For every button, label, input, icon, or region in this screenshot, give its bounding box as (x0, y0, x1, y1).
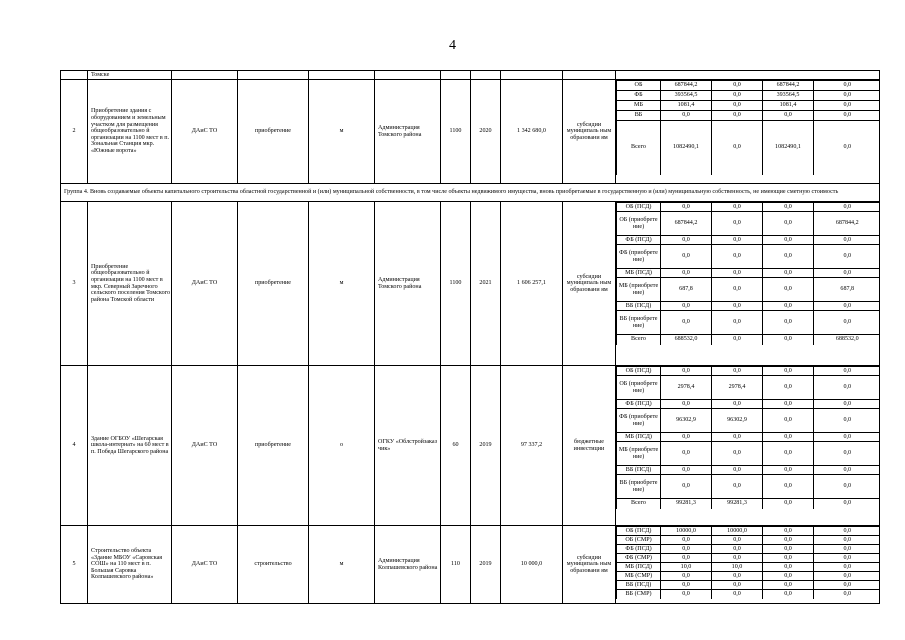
financing-row (617, 335, 880, 345)
funding-source: ОБ (приобрете ние) (617, 376, 661, 400)
amount-year-1: 2978,4 (712, 376, 763, 400)
amount-year-1: 0,0 (712, 466, 763, 475)
amount-year-3: 0,0 (814, 367, 880, 376)
amount-year-2: 0,0 (763, 335, 814, 345)
funding-source: ОБ (ПСД) (617, 203, 661, 212)
amount-total: 0,0 (661, 269, 712, 278)
amount-year-1: 0,0 (712, 433, 763, 442)
amount-year-2: 0,0 (763, 236, 814, 245)
amount-year-1: 0,0 (712, 81, 763, 91)
amount-total: 10000,0 (661, 527, 712, 536)
amount-year-2: 687844,2 (763, 81, 814, 91)
amount-year-2: 0,0 (763, 245, 814, 269)
amount-year-2: 0,0 (763, 376, 814, 400)
capacity: 110 (441, 526, 471, 604)
amount-year-1: 0,0 (712, 475, 763, 499)
amount-year-2: 0,0 (763, 554, 814, 563)
financing-row (617, 212, 880, 236)
amount-year-3: 0,0 (814, 590, 880, 599)
financing-row (617, 527, 880, 536)
amount-year-3: 0,0 (814, 433, 880, 442)
funding-source: Всего (617, 335, 661, 345)
financing-row (617, 101, 880, 111)
funding-source: ВБ (617, 111, 661, 121)
table-cell (616, 71, 880, 80)
amount-year-2: 0,0 (763, 527, 814, 536)
financing-row (617, 278, 880, 302)
amount-year-2: 0,0 (763, 590, 814, 599)
amount-year-1: 0,0 (712, 245, 763, 269)
ownership: о (309, 366, 375, 526)
customer: Администрация Томского района (375, 80, 441, 184)
funding-source: МБ (приобрете ние) (617, 442, 661, 466)
funding-source: ОБ (617, 81, 661, 91)
financing-row (617, 111, 880, 121)
funding-source: ВБ (приобрете ние) (617, 311, 661, 335)
amount-year-3: 687,8 (814, 278, 880, 302)
table-cell (238, 71, 309, 80)
amount-year-1: 0,0 (712, 121, 763, 175)
cost: 10 000,0 (501, 526, 563, 604)
amount-year-2: 0,0 (763, 111, 814, 121)
object-name: Приобретение здания с оборудованием и земельным участком для размещения общеобразовательно й организации на 1100 мест в п. Зональная Станция мкр. «Южные ворота» (88, 80, 172, 184)
object-name: Приобретение общеобразовательно й организации на 1100 мест в мкр. Северный Заречного сельского поселения Томского района Томской области (88, 202, 172, 366)
amount-year-3: 0,0 (814, 376, 880, 400)
amount-year-3: 687844,2 (814, 212, 880, 236)
funding-source: ОБ (СМР) (617, 536, 661, 545)
funding-source: ВБ (ПСД) (617, 302, 661, 311)
amount-total: 2978,4 (661, 376, 712, 400)
funding-source: МБ (ПСД) (617, 563, 661, 572)
funding-source: ВБ (СМР) (617, 590, 661, 599)
amount-total: 0,0 (661, 572, 712, 581)
table-cell (309, 71, 375, 80)
amount-total: 0,0 (661, 367, 712, 376)
financing-row (617, 400, 880, 409)
year: 2021 (471, 202, 501, 366)
financing-row (617, 302, 880, 311)
funding-source: ОБ (приобрете ние) (617, 212, 661, 236)
financing-subtable (616, 366, 880, 509)
table-row (61, 71, 880, 80)
agency: ДАиС ТО (172, 366, 238, 526)
amount-total: 0,0 (661, 466, 712, 475)
amount-total: 0,0 (661, 111, 712, 121)
table-cell (563, 71, 616, 80)
amount-total: 0,0 (661, 400, 712, 409)
amount-total: 0,0 (661, 442, 712, 466)
amount-total: 393564,5 (661, 91, 712, 101)
customer: ОГКУ «Облстройзаказ чик» (375, 366, 441, 526)
amount-total: 687844,2 (661, 212, 712, 236)
financing-form: субсидии муниципаль ным образовани ям (563, 202, 616, 366)
funding-source: ВБ (приобрете ние) (617, 475, 661, 499)
year: 2020 (471, 80, 501, 184)
financing-subtable (616, 80, 880, 175)
row-number: 4 (61, 366, 88, 526)
financing-row (617, 269, 880, 278)
amount-year-2: 0,0 (763, 475, 814, 499)
agency: ДАиС ТО (172, 202, 238, 366)
amount-total: 96302,9 (661, 409, 712, 433)
amount-total: 0,0 (661, 236, 712, 245)
funding-source: МБ (617, 101, 661, 111)
year: 2019 (471, 366, 501, 526)
amount-year-2: 0,0 (763, 572, 814, 581)
cost: 1 606 257,1 (501, 202, 563, 366)
amount-year-1: 0,0 (712, 203, 763, 212)
amount-year-3: 0,0 (814, 101, 880, 111)
group-header-row (61, 184, 880, 202)
amount-year-1: 0,0 (712, 111, 763, 121)
row-number: 5 (61, 526, 88, 604)
group-header: Группа 4. Вновь создаваемые объекты капитального строительства областной государственной и (или) муниципальной собственности, в том числе объекты недвижимого имущества, вновь приобретаемые в государственную и (или) муниципальную собственность, не имеющие сметную стоимость (61, 184, 880, 202)
funding-source: ФБ (приобрете ние) (617, 409, 661, 433)
financing-subtable (616, 202, 880, 345)
financing-row (617, 475, 880, 499)
amount-total: 0,0 (661, 475, 712, 499)
amount-year-1: 0,0 (712, 581, 763, 590)
customer: Администрация Колпашевского района (375, 526, 441, 604)
amount-year-1: 10,0 (712, 563, 763, 572)
financing-row (617, 554, 880, 563)
table-cell (441, 71, 471, 80)
row-number: 2 (61, 80, 88, 184)
continued-object-name: Томске (88, 71, 172, 80)
amount-total: 0,0 (661, 545, 712, 554)
amount-year-3: 0,0 (814, 581, 880, 590)
amount-year-1: 10000,0 (712, 527, 763, 536)
capacity: 1100 (441, 80, 471, 184)
amount-year-2: 0,0 (763, 400, 814, 409)
amount-year-2: 0,0 (763, 311, 814, 335)
amount-year-2: 0,0 (763, 409, 814, 433)
amount-year-3: 688532,0 (814, 335, 880, 345)
amount-year-2: 0,0 (763, 499, 814, 509)
financing-row (617, 376, 880, 400)
amount-total: 99281,3 (661, 499, 712, 509)
amount-total: 0,0 (661, 245, 712, 269)
amount-year-1: 0,0 (712, 545, 763, 554)
work-type: приобретение (238, 80, 309, 184)
object-row (61, 366, 880, 526)
financing-row (617, 466, 880, 475)
amount-year-3: 0,0 (814, 121, 880, 175)
year: 2019 (471, 526, 501, 604)
amount-year-3: 0,0 (814, 400, 880, 409)
amount-year-2: 0,0 (763, 302, 814, 311)
financing-row (617, 536, 880, 545)
funding-source: ОБ (ПСД) (617, 527, 661, 536)
financing-row (617, 590, 880, 599)
amount-year-3: 0,0 (814, 269, 880, 278)
amount-total: 0,0 (661, 302, 712, 311)
funding-source: МБ (приобрете ние) (617, 278, 661, 302)
amount-year-1: 96302,9 (712, 409, 763, 433)
amount-total: 688532,0 (661, 335, 712, 345)
financing-row (617, 203, 880, 212)
amount-total: 1082490,1 (661, 121, 712, 175)
funding-source: МБ (ПСД) (617, 433, 661, 442)
amount-year-1: 0,0 (712, 572, 763, 581)
amount-year-1: 99281,3 (712, 499, 763, 509)
amount-year-1: 0,0 (712, 536, 763, 545)
funding-source: ФБ (приобрете ние) (617, 245, 661, 269)
financing-breakdown (616, 202, 880, 366)
object-row (61, 526, 880, 604)
financing-row (617, 442, 880, 466)
amount-year-1: 0,0 (712, 335, 763, 345)
work-type: приобретение (238, 366, 309, 526)
funding-source: МБ (ПСД) (617, 269, 661, 278)
amount-total: 10,0 (661, 563, 712, 572)
amount-year-3: 0,0 (814, 442, 880, 466)
amount-year-3: 0,0 (814, 536, 880, 545)
financing-row (617, 121, 880, 175)
financing-subtable (616, 526, 880, 599)
object-name: Здание ОГБОУ «Шегарская школа-интернат» на 60 мест в п. Победа Шегарского района (88, 366, 172, 526)
funding-source: ФБ (ПСД) (617, 545, 661, 554)
ownership: м (309, 202, 375, 366)
amount-year-1: 0,0 (712, 554, 763, 563)
amount-year-3: 0,0 (814, 527, 880, 536)
amount-year-2: 0,0 (763, 581, 814, 590)
object-name: Строительство объекта «Здание МБОУ «Саровская СОШ» на 110 мест в п. Большая Саровка Колпашевского района» (88, 526, 172, 604)
financing-row (617, 367, 880, 376)
capacity: 60 (441, 366, 471, 526)
financing-row (617, 236, 880, 245)
financing-form: субсидии муниципаль ным образовани ям (563, 526, 616, 604)
financing-row (617, 245, 880, 269)
customer: Администрация Томского района (375, 202, 441, 366)
funding-source: Всего (617, 499, 661, 509)
amount-year-3: 0,0 (814, 302, 880, 311)
cost: 97 337,2 (501, 366, 563, 526)
amount-year-3: 0,0 (814, 554, 880, 563)
amount-year-3: 0,0 (814, 81, 880, 91)
amount-year-1: 0,0 (712, 269, 763, 278)
amount-year-3: 0,0 (814, 91, 880, 101)
amount-year-2: 0,0 (763, 269, 814, 278)
table-cell (172, 71, 238, 80)
amount-year-2: 0,0 (763, 536, 814, 545)
row-number: 3 (61, 202, 88, 366)
amount-year-3: 0,0 (814, 475, 880, 499)
amount-year-3: 0,0 (814, 236, 880, 245)
financing-row (617, 563, 880, 572)
amount-total: 1081,4 (661, 101, 712, 111)
amount-total: 0,0 (661, 311, 712, 335)
amount-year-3: 0,0 (814, 245, 880, 269)
amount-year-3: 0,0 (814, 499, 880, 509)
financing-form: бюджетные инвестиции (563, 366, 616, 526)
funding-source: МБ (СМР) (617, 572, 661, 581)
amount-year-3: 0,0 (814, 572, 880, 581)
funding-source: ФБ (ПСД) (617, 236, 661, 245)
amount-year-3: 0,0 (814, 466, 880, 475)
financing-row (617, 581, 880, 590)
amount-year-2: 0,0 (763, 367, 814, 376)
table-cell (471, 71, 501, 80)
funding-source: ВБ (ПСД) (617, 466, 661, 475)
agency: ДАиС ТО (172, 80, 238, 184)
funding-source: ФБ (ПСД) (617, 400, 661, 409)
amount-year-3: 0,0 (814, 311, 880, 335)
amount-year-2: 1082490,1 (763, 121, 814, 175)
funding-source: Всего (617, 121, 661, 175)
amount-year-2: 0,0 (763, 466, 814, 475)
funding-source: ФБ (617, 91, 661, 101)
amount-year-3: 0,0 (814, 409, 880, 433)
amount-year-2: 0,0 (763, 212, 814, 236)
amount-year-3: 0,0 (814, 545, 880, 554)
agency: ДАиС ТО (172, 526, 238, 604)
funding-source: ВБ (ПСД) (617, 581, 661, 590)
financing-row (617, 81, 880, 91)
ownership: м (309, 80, 375, 184)
amount-total: 0,0 (661, 203, 712, 212)
amount-year-1: 0,0 (712, 101, 763, 111)
financing-row (617, 499, 880, 509)
object-row (61, 80, 880, 184)
cost: 1 342 680,0 (501, 80, 563, 184)
amount-year-1: 0,0 (712, 91, 763, 101)
financing-row (617, 91, 880, 101)
financing-row (617, 311, 880, 335)
page-number: 4 (449, 38, 456, 53)
amount-total: 0,0 (661, 554, 712, 563)
ownership: м (309, 526, 375, 604)
table-cell (61, 71, 88, 80)
amount-year-2: 0,0 (763, 278, 814, 302)
financing-row (617, 545, 880, 554)
funding-source: ФБ (СМР) (617, 554, 661, 563)
financing-row (617, 409, 880, 433)
amount-year-1: 0,0 (712, 311, 763, 335)
table-cell (501, 71, 563, 80)
amount-total: 0,0 (661, 536, 712, 545)
capacity: 1100 (441, 202, 471, 366)
amount-year-3: 0,0 (814, 563, 880, 572)
investment-objects-table (60, 70, 880, 604)
amount-year-1: 0,0 (712, 590, 763, 599)
financing-row (617, 572, 880, 581)
amount-year-1: 0,0 (712, 367, 763, 376)
amount-year-2: 393564,5 (763, 91, 814, 101)
amount-total: 687,8 (661, 278, 712, 302)
amount-year-1: 0,0 (712, 302, 763, 311)
amount-year-2: 0,0 (763, 563, 814, 572)
amount-total: 0,0 (661, 433, 712, 442)
amount-year-1: 0,0 (712, 212, 763, 236)
amount-year-1: 0,0 (712, 278, 763, 302)
amount-year-2: 0,0 (763, 433, 814, 442)
financing-breakdown (616, 80, 880, 184)
amount-year-2: 0,0 (763, 203, 814, 212)
amount-total: 0,0 (661, 581, 712, 590)
amount-year-3: 0,0 (814, 111, 880, 121)
work-type: приобретение (238, 202, 309, 366)
work-type: строительство (238, 526, 309, 604)
amount-total: 687844,2 (661, 81, 712, 91)
financing-breakdown (616, 366, 880, 526)
amount-total: 0,0 (661, 590, 712, 599)
amount-year-1: 0,0 (712, 400, 763, 409)
amount-year-1: 0,0 (712, 236, 763, 245)
financing-form: субсидии муниципаль ным образовани ям (563, 80, 616, 184)
amount-year-1: 0,0 (712, 442, 763, 466)
financing-breakdown (616, 526, 880, 604)
table-cell (375, 71, 441, 80)
amount-year-2: 1081,4 (763, 101, 814, 111)
amount-year-2: 0,0 (763, 442, 814, 466)
amount-year-3: 0,0 (814, 203, 880, 212)
funding-source: ОБ (ПСД) (617, 367, 661, 376)
object-row (61, 202, 880, 366)
financing-row (617, 433, 880, 442)
amount-year-2: 0,0 (763, 545, 814, 554)
